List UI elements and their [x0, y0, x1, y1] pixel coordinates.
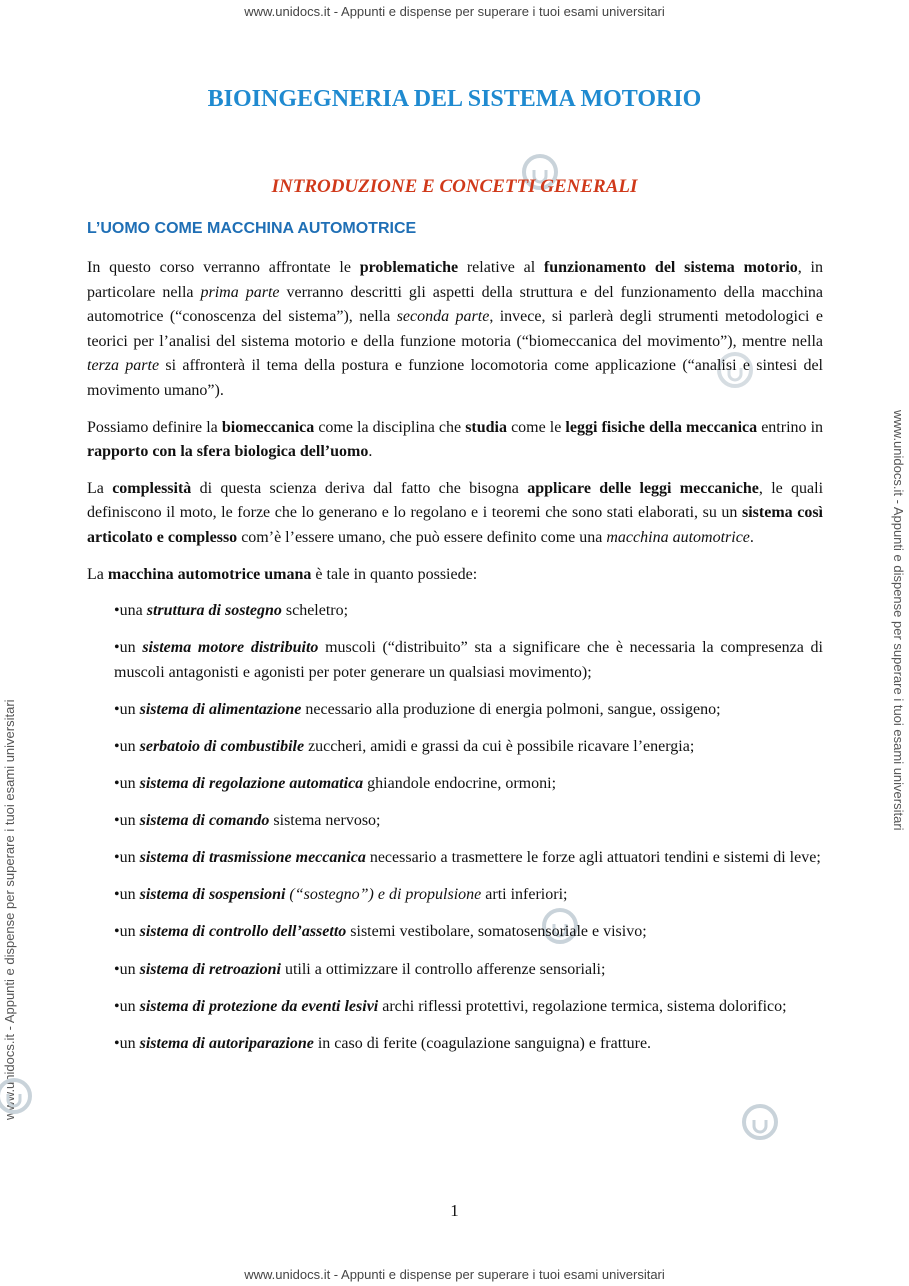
- list-item: •un sistema di controllo dell’assetto sistemi vestibolare, somatosensoriale e visivo;: [114, 923, 647, 941]
- list-item: •un sistema di sospensioni (“sostegno”) e di propulsione arti inferiori;: [114, 886, 568, 904]
- watermark-side-left: www.unidocs.it - Appunti e dispense per superare i tuoi esami universitari: [2, 699, 17, 1120]
- list-item: •un sistema di comando sistema nervoso;: [114, 812, 381, 830]
- paragraph-complessita: La complessità di questa scienza deriva dal fatto che bisogna applicare delle leggi meccaniche, le quali definiscono il moto, le forze che lo generano e lo regolano e i teoremi che sono stati elaborati, su un sistema così articolato e complesso com’è l’essere umano, che può essere definito come una macchina automotrice.: [87, 479, 824, 546]
- subsection-title: L’UOMO COME MACCHINA AUTOMOTRICE: [87, 220, 417, 237]
- paragraph-macchina: La macchina automotrice umana è tale in quanto possiede:: [87, 565, 478, 583]
- page-title: BIOINGEGNERIA DEL SISTEMA MOTORIO: [207, 86, 702, 112]
- list-item: •un sistema di regolazione automatica ghiandole endocrine, ormoni;: [114, 775, 557, 793]
- section-title: INTRODUZIONE E CONCETTI GENERALI: [271, 176, 638, 197]
- watermark-footer: www.unidocs.it - Appunti e dispense per superare i tuoi esami universitari: [244, 1267, 665, 1282]
- list-item: •un sistema di protezione da eventi lesivi archi riflessi protettivi, regolazione termica, sistema dolorifico;: [114, 997, 787, 1015]
- unidocs-logo-icon: [0, 1076, 34, 1116]
- bullet-list: [114, 599, 823, 1056]
- list-item: •un sistema motore distribuito muscoli (“distribuito” sta a significare che è necessaria la compresenza di muscoli antagonisti e agonisti per poter generare un qualsiasi movimento);: [114, 639, 824, 681]
- page-number: 1: [450, 1201, 459, 1220]
- list-item: •una struttura di sostegno scheletro;: [114, 602, 349, 620]
- list-item: •un serbatoio di combustibile zuccheri, amidi e grassi da cui è possibile ricavare l’energia;: [114, 738, 695, 755]
- document-body: [87, 256, 823, 1069]
- paragraph-biomeccanica: Possiamo definire la biomeccanica come la disciplina che studia come le leggi fisiche della meccanica entrino in rapporto con la sfera biologica dell’uomo.: [87, 418, 824, 461]
- list-item: •un sistema di autoriparazione in caso di ferite (coagulazione sanguigna) e fratture.: [114, 1034, 652, 1052]
- watermark-header: www.unidocs.it - Appunti e dispense per superare i tuoi esami universitari: [244, 4, 665, 19]
- unidocs-logo-icon: [740, 1102, 780, 1142]
- paragraph-intro: In questo corso verranno affrontate le problematiche relative al funzionamento del sistema motorio, in particolare nella prima parte verranno descritti gli aspetti della struttura e del funzionamento della macchina automotrice (“conoscenza del sistema”), nella seconda parte, invece, si parlerà degli strumenti metodologici e teorici per l’analisi del sistema motorio e della funzione motoria (“biomeccanica del movimento”), mentre nella terza parte si affronterà il tema della postura e funzione locomotoria come applicazione (“analisi e sintesi del movimento umano”).: [87, 259, 824, 399]
- list-item: •un sistema di retroazioni utili a ottimizzare il controllo afferenze sensoriali;: [114, 960, 606, 978]
- list-item: •un sistema di alimentazione necessario alla produzione di energia polmoni, sangue, ossigeno;: [114, 700, 721, 718]
- watermark-side-right: www.unidocs.it - Appunti e dispense per superare i tuoi esami universitari: [891, 410, 906, 831]
- list-item: •un sistema di trasmissione meccanica necessario a trasmettere le forze agli attuatori tendini e sistemi di leve;: [114, 849, 821, 867]
